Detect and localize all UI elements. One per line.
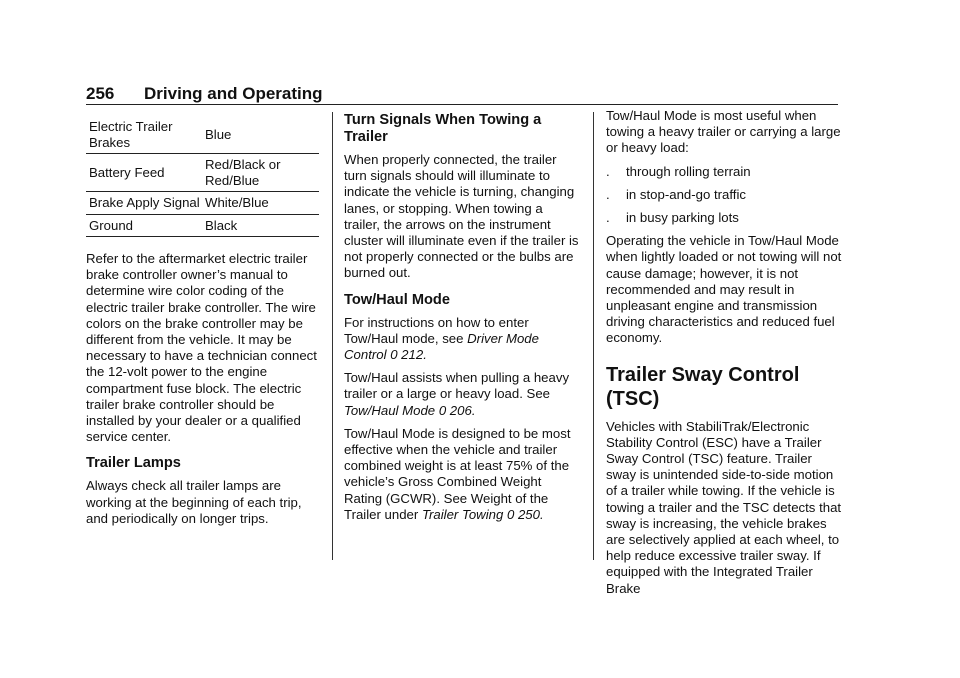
list-item (606, 210, 842, 226)
section-title: Driving and Operating (144, 84, 323, 103)
column-divider (332, 112, 333, 560)
paragraph-text: Tow/Haul assists when pulling a heavy trailer or a large or heavy load. See (344, 370, 570, 402)
page-number: 256 (86, 84, 115, 103)
table-row (86, 214, 319, 237)
bullet-mark: . (606, 163, 610, 179)
list-item (606, 164, 842, 180)
page-reference: 0 212. (390, 347, 427, 363)
table-row (86, 192, 319, 215)
column-1 (86, 112, 322, 534)
light-load-paragraph: Operating the vehicle in Tow/Haul Mode when lightly loaded or not towing will not cause damage; however, it is not recommended and may result in unpleasant engine and transmission driving characteristics and reduced fuel economy. (606, 233, 842, 346)
bullet-text: through rolling terrain (626, 163, 751, 179)
column-3 (606, 108, 842, 604)
header-rule (86, 104, 838, 105)
tow-haul-intro: Tow/Haul Mode is most useful when towing a heavy trailer or carrying a large or heavy load: (606, 108, 841, 156)
turn-signals-heading: Turn Signals When Towing a Trailer (344, 112, 542, 145)
table-cell-color: Black (203, 214, 319, 237)
table-cell-function: Brake Apply Signal (86, 192, 203, 215)
turn-signals-paragraph: When properly connected, the trailer turn signals should will illuminate to indicate the vehicle is turning, changing lanes, or stopping. When towing a trailer, the arrows on the instrument cluster will illuminate even if the trailer is not properly connected or the bulbs are burned out. (344, 152, 579, 281)
page-header (86, 84, 838, 104)
column-divider (593, 112, 594, 560)
tow-haul-paragraph-3 (344, 426, 580, 523)
table-cell-color: White/Blue (203, 192, 319, 215)
bullet-text: in busy parking lots (626, 210, 739, 226)
table-row (86, 116, 319, 154)
table-row (86, 154, 319, 192)
paragraph-text: Tow/Haul Mode is designed to be most effective when the vehicle and trailer combined weight is at least 75% of the vehicle’s Gross Combined Weight Rating (GCWR). See Weight of the Trailer under (344, 425, 571, 522)
page-reference: 0 250. (506, 506, 544, 522)
bullet-mark: . (606, 186, 610, 202)
tow-haul-mode-link[interactable]: Tow/Haul Mode (344, 402, 436, 418)
table-cell-function: Ground (86, 214, 203, 237)
page-reference: 0 206. (438, 402, 476, 418)
wire-color-paragraph: Refer to the aftermarket electric trailer brake controller owner’s manual to determine wire color coding of the electric trailer brake controller. The wire colors on the brake controller may be different from the vehicle. It may be necessary to have a technician connect the 12-volt power to the engine compartment fuse block. The electric trailer brake controller should be installed by your dealer or a qualified service center. (86, 251, 317, 445)
table-cell-function: Electric Trailer Brakes (86, 116, 203, 154)
list-item (606, 187, 842, 203)
column-2 (344, 112, 580, 530)
driver-mode-control-link[interactable]: Driver Mode Control (344, 330, 539, 363)
trailer-towing-link[interactable]: Trailer Towing (421, 506, 504, 522)
paragraph-text: For instructions on how to enter Tow/Haul mode, see (344, 314, 529, 346)
bullet-mark: . (606, 210, 610, 226)
table-cell-color: Red/Black or Red/Blue (203, 154, 319, 192)
trailer-lamps-heading: Trailer Lamps (86, 455, 181, 472)
trailer-sway-control-heading: Trailer Sway Control (TSC) (606, 363, 800, 410)
trailer-lamps-paragraph: Always check all trailer lamps are working at the beginning of each trip, and periodically on longer trips. (86, 478, 302, 526)
tow-haul-heading: Tow/Haul Mode (344, 291, 450, 308)
tow-haul-paragraph-2 (344, 370, 580, 419)
trailer-sway-control-paragraph: Vehicles with StabiliTrak/Electronic Stability Control (ESC) have a Trailer Sway Control (TSC) feature. Trailer sway is unintended side-to-side motion of a trailer while towing. If the vehicle is towing a trailer and the TSC detects that sway is increasing, the vehicle brakes are selectively applied at each wheel, to help reduce excessive trailer sway. If equipped with the Integrated Trailer Brake (606, 418, 842, 596)
table-cell-function: Battery Feed (86, 154, 203, 192)
table-cell-color: Blue (203, 116, 319, 154)
bullet-text: in stop-and-go traffic (626, 186, 746, 202)
tow-haul-paragraph-1 (344, 315, 580, 364)
wire-color-table (86, 116, 319, 237)
